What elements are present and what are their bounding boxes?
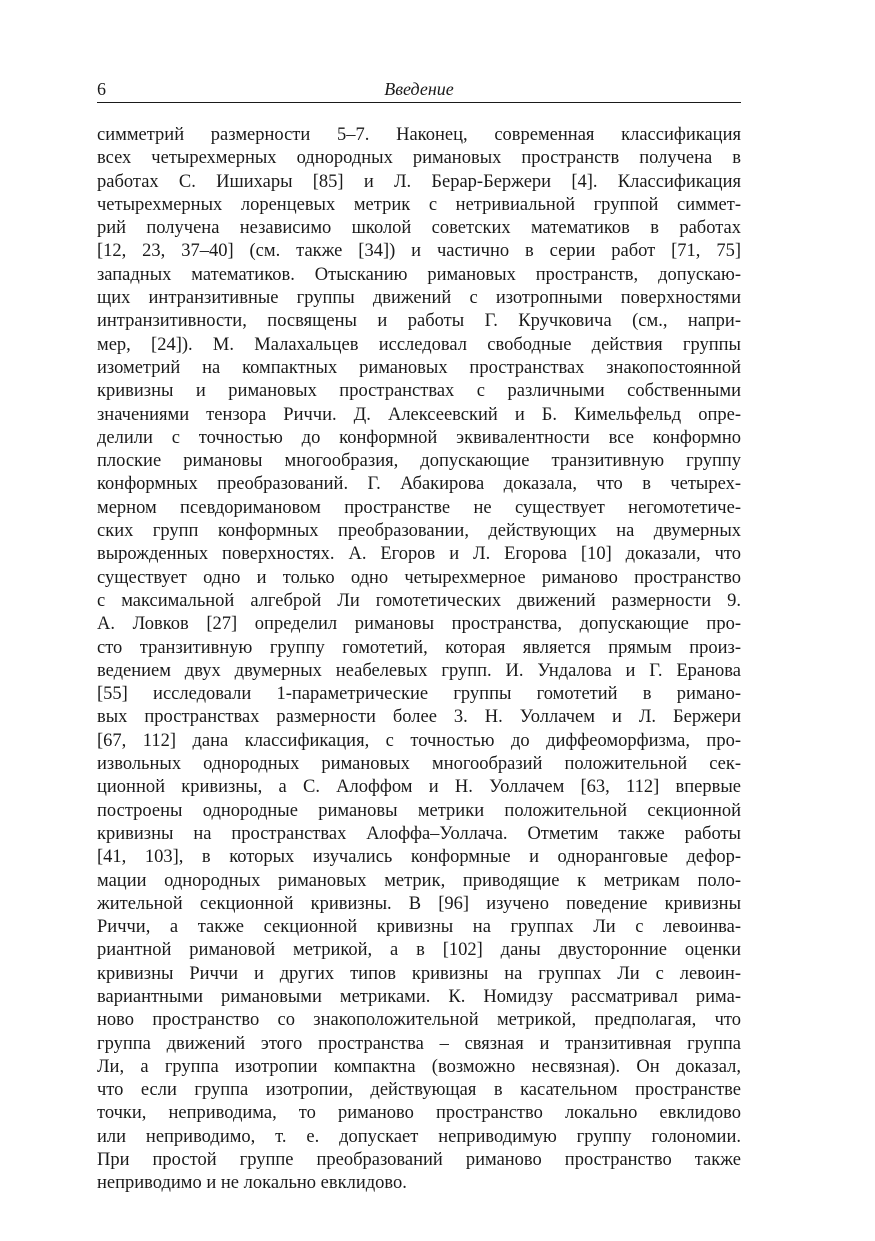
text-line: [41, 103], в которых изучались конформные и одноранговые дефор- (97, 847, 741, 868)
text-line: мер, [24]). М. Малахальцев исследовал свободные действия группы (97, 334, 741, 355)
text-line: с максимальной алгеброй Ли гомотетических движений размерности 9. (97, 590, 741, 611)
text-line: Риччи, а также секционной кривизны на группах Ли с левоинва- (97, 917, 741, 938)
text-line: конформных преобразований. Г. Абакирова доказала, что в четырех- (97, 474, 741, 495)
text-line: [67, 112] дана классификация, с точностью до диффеоморфизма, про- (97, 730, 741, 751)
text-line: неприводимо и не локально евклидово. (97, 1173, 407, 1194)
text-line: западных математиков. Отысканию римановых пространств, допускаю- (97, 264, 741, 285)
text-line: мерном псевдоримановом пространстве не существует негомотетиче- (97, 497, 741, 518)
text-line: ционной кривизны, а С. Алоффом и Н. Уоллачем [63, 112] впервые (97, 777, 741, 798)
text-line: плоские римановы многообразия, допускающие транзитивную группу (97, 451, 741, 472)
text-line: риантной римановой метрикой, а в [102] даны двусторонние оценки (97, 940, 741, 961)
text-line: изометрий на компактных римановых пространствах знакопостоянной (97, 357, 741, 378)
text-line: кривизны на пространствах Алоффа–Уоллача. Отметим также работы (97, 823, 741, 844)
text-line: жительной секционной кривизны. В [96] изучено поведение кривизны (97, 893, 741, 914)
text-line: [55] исследовали 1-параметрические группы гомотетий в римано- (97, 684, 741, 705)
text-line: мации однородных римановых метрик, приводящие к метрикам поло- (97, 870, 741, 891)
text-line: ских групп конформных преобразовании, действующих на двумерных (97, 521, 741, 542)
text-line: кривизны и римановых пространствах с различными собственными (97, 381, 741, 402)
text-line: сто транзитивную группу гомотетий, которая является прямым произ- (97, 637, 741, 658)
text-line: работах С. Ишихары [85] и Л. Берар-Бержери [4]. Классификация (97, 171, 741, 192)
text-line: что если группа изотропии, действующая в касательном пространстве (97, 1080, 741, 1101)
text-line: значениями тензора Риччи. Д. Алексеевский и Б. Кимельфельд опре- (97, 404, 741, 425)
text-line: кривизны Риччи и других типов кривизны на группах Ли с левоин- (97, 963, 741, 984)
text-line: вырожденных поверхностях. А. Егоров и Л. Егорова [10] доказали, что (97, 544, 741, 565)
text-line: интранзитивности, посвящены и работы Г. Кручковича (см., напри- (97, 311, 741, 332)
text-line: рий получена независимо школой советских математиков в работах (97, 218, 741, 239)
text-line: точки, неприводима, то риманово пространство локально евклидово (97, 1103, 741, 1124)
text-line: При простой группе преобразований риманово пространство также (97, 1150, 741, 1171)
text-line: Ли, а группа изотропии компактна (возможно несвязная). Он доказал, (97, 1056, 741, 1077)
text-line: [12, 23, 37–40] (см. также [34]) и частично в серии работ [71, 75] (97, 241, 741, 262)
page-header (97, 78, 741, 103)
text-line: существует одно и только одно четырехмерное риманово пространство (97, 567, 741, 588)
text-line: всех четырехмерных однородных римановых пространств получена в (97, 148, 741, 169)
text-line: ново пространство со знакоположительной метрикой, предполагая, что (97, 1010, 741, 1031)
text-line: извольных однородных римановых многообразий положительной сек- (97, 754, 741, 775)
body-text (97, 124, 741, 1196)
text-line: А. Ловков [27] определил римановы пространства, допускающие про- (97, 614, 741, 635)
text-line: группа движений этого пространства – связная и транзитивная группа (97, 1033, 741, 1054)
text-line: построены однородные римановы метрики положительной секционной (97, 800, 741, 821)
text-line: щих интранзитивные группы движений с изотропными поверхностями (97, 288, 741, 309)
text-line: вых пространствах размерности более 3. Н. Уоллачем и Л. Бержери (97, 707, 741, 728)
text-line: или неприводимо, т. е. допускает неприводимую группу голономии. (97, 1126, 741, 1147)
page-number: 6 (97, 79, 106, 99)
text-line: вариантными римановыми метриками. К. Номидзу рассматривал рима- (97, 986, 741, 1007)
running-head: Введение (384, 79, 454, 99)
text-line: симметрий размерности 5–7. Наконец, современная классификация (97, 125, 741, 145)
text-line: делили с точностью до конформной эквивалентности все конформно (97, 427, 741, 448)
text-line: четырехмерных лоренцевых метрик с нетривиальной группой симмет- (97, 194, 741, 215)
text-line: ведением двух двумерных неабелевых групп. И. Ундалова и Г. Еранова (97, 660, 741, 681)
